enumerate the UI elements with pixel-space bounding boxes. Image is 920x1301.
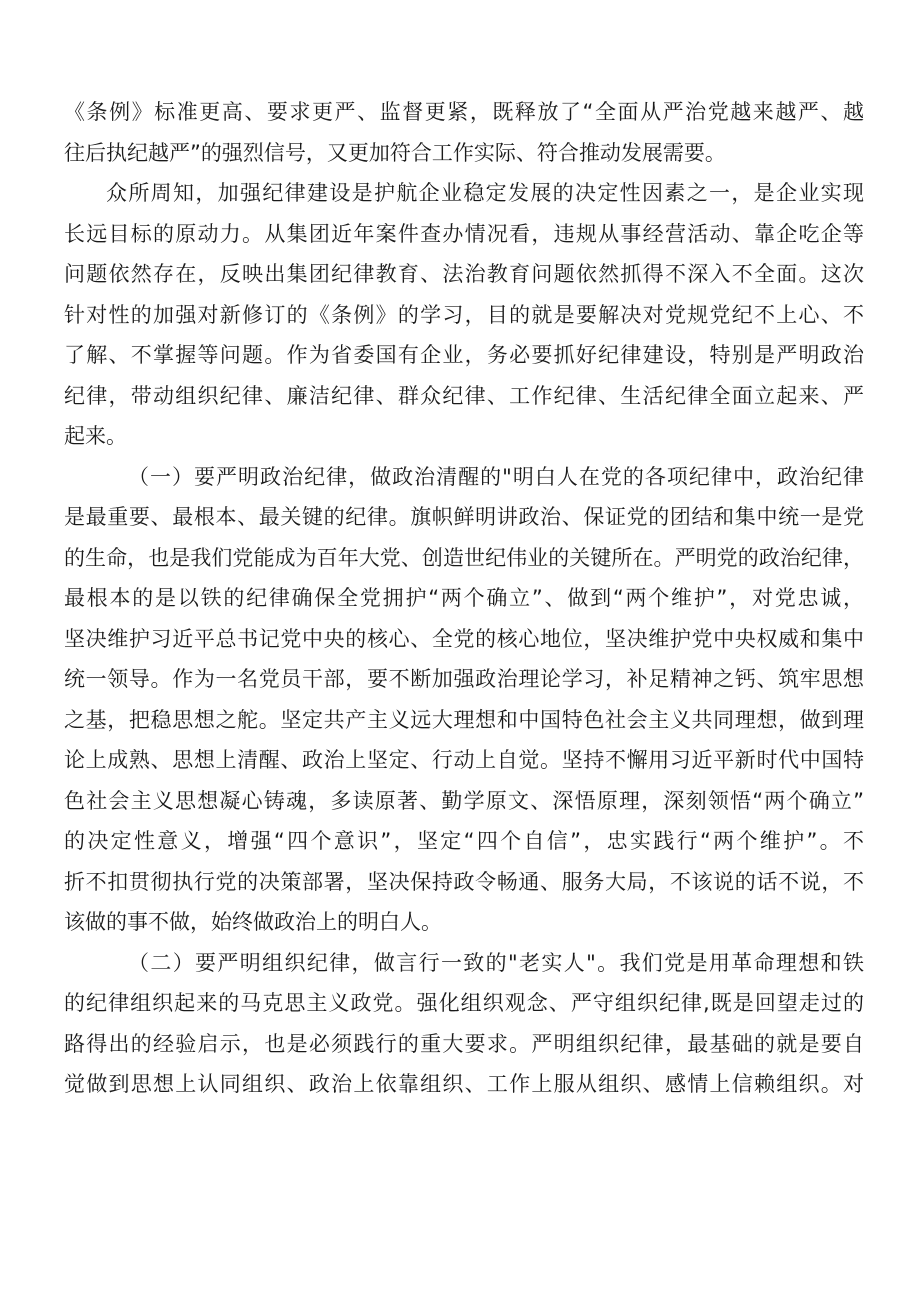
text-line: 的纪律组织起来的马克思主义政党。强化组织观念、严守组织纪律,既是回望走过的 (64, 991, 864, 1015)
paragraph (64, 457, 864, 943)
text-line: 之基，把稳思想之舵。坚定共产主义远大理想和中国特色社会主义共同理想，做到理 (64, 707, 864, 732)
text-line: 色社会主义思想凝心铸魂，多读原著、勤学原文、深悟原理，深刻领悟“两个确立” (64, 788, 864, 813)
text-line: 起来。 (64, 424, 127, 448)
text-line: 《条例》标准更高、要求更严、监督更紧，既释放了“全面从严治党越来越严、越 (64, 100, 864, 124)
text-line: 众所周知，加强纪律建设是护航企业稳定发展的决定性因素之一，是企业实现 (106, 181, 864, 205)
text-line: 觉做到思想上认同组织、政治上依靠组织、工作上服从组织、感情上信赖组织。对 (64, 1072, 864, 1096)
text-line: 论上成熟、思想上清醒、政治上坚定、行动上自觉。坚持不懈用习近平新时代中国特 (64, 748, 864, 772)
text-line: 统一领导。作为一名党员干部，要不断加强政治理论学习，补足精神之钙、筑牢思想 (64, 667, 864, 691)
paragraph (64, 943, 864, 1105)
text-line: 纪律，带动组织纪律、廉洁纪律、群众纪律、工作纪律、生活纪律全面立起来、严 (64, 383, 864, 408)
text-line: 坚决维护习近平总书记党中央的核心、全党的核心地位，坚决维护党中央权威和集中 (64, 626, 864, 651)
text-line: 最根本的是以铁的纪律确保全党拥护“两个确立”、做到“两个维护”，对党忠诚， (64, 586, 864, 610)
text-line: （一）要严明政治纪律，做政治清醒的"明白人在党的各项纪律中，政治纪律 (128, 464, 864, 489)
text-line: 折不扣贯彻执行党的决策部署，坚决保持政令畅通、服务大局，不该说的话不说，不 (64, 869, 864, 894)
text-line: 的生命，也是我们党能成为百年大党、创造世纪伟业的关键所在。严明党的政治纪律， (64, 545, 864, 570)
text-line: 问题依然存在，反映出集团纪律教育、法治教育问题依然抓得不深入不全面。这次 (64, 262, 864, 286)
document-body (64, 92, 864, 1105)
paragraph (64, 92, 864, 173)
text-line: 长远目标的原动力。从集团近年案件查办情况看，违规从事经营活动、靠企吃企等 (64, 221, 864, 246)
text-line: 了解、不掌握等问题。作为省委国有企业，务必要抓好纪律建设，特别是严明政治 (64, 343, 864, 367)
text-line: （二）要严明组织纪律，做言行一致的"老实人"。我们党是用革命理想和铁 (128, 950, 864, 975)
text-line: 是最重要、最根本、最关键的纪律。旗帜鲜明讲政治、保证党的团结和集中统一是党 (64, 505, 864, 529)
paragraph (64, 173, 864, 457)
text-line: 该做的事不做，始终做政治上的明白人。 (64, 910, 442, 934)
text-line: 往后执纪越严”的强烈信号，又更加符合工作实际、符合推动发展需要。 (64, 140, 726, 165)
text-line: 路得出的经验启示，也是必须践行的重大要求。严明组织纪律，最基础的就是要自 (64, 1031, 864, 1056)
text-line: 针对性的加强对新修订的《条例》的学习，目的就是要解决对党规党纪不上心、不 (64, 302, 864, 327)
text-line: 的决定性意义，增强“四个意识”，坚定“四个自信”，忠实践行“两个维护”。不 (64, 829, 864, 853)
